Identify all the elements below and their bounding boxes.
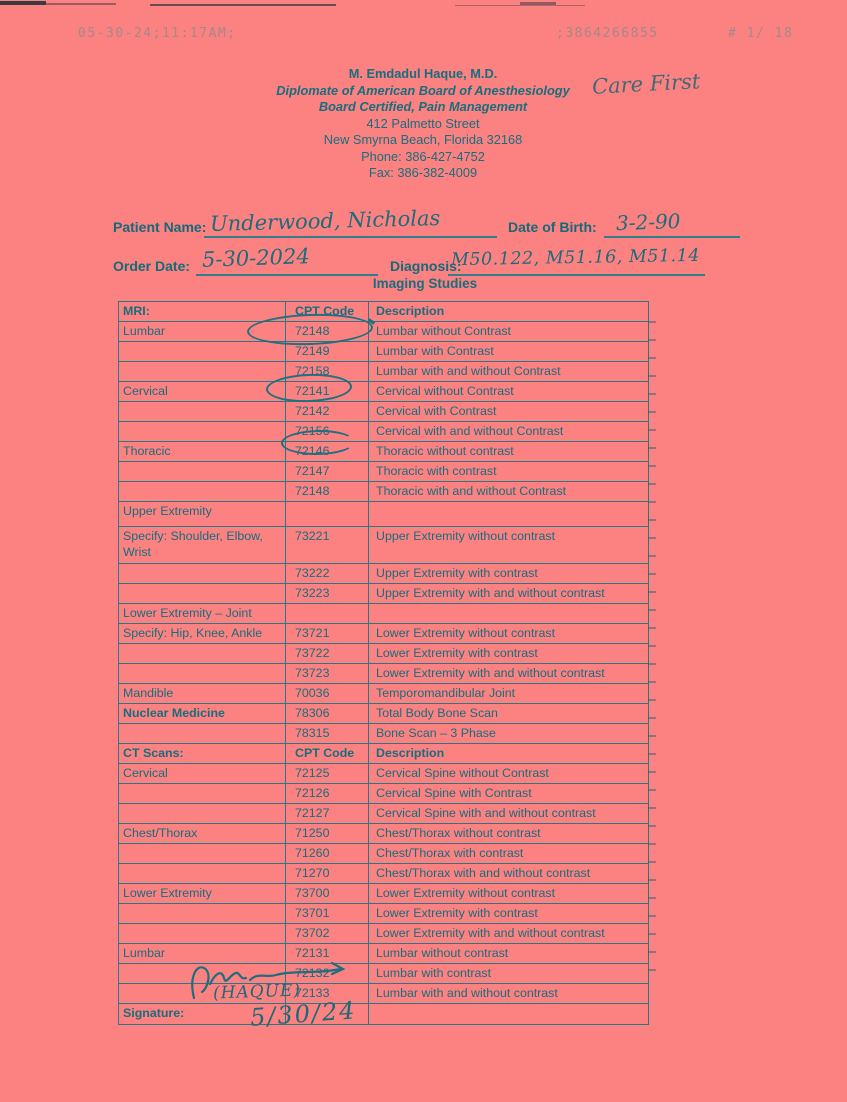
table-cell-c3: Chest/Thorax with contrast bbox=[369, 844, 649, 864]
table-cell-c3: Bone Scan – 3 Phase bbox=[369, 724, 649, 744]
table-cell-c2: 73701 bbox=[286, 904, 369, 924]
table-cell-c1: Lumbar bbox=[119, 322, 286, 342]
table-cell-c3: Lower Extremity with and without contrast bbox=[369, 664, 649, 684]
table-cell-c3: Temporomandibular Joint bbox=[369, 684, 649, 704]
table-cell-c2: 73721 bbox=[286, 624, 369, 644]
diagnosis-label: Diagnosis: bbox=[390, 258, 462, 274]
table-row bbox=[119, 362, 649, 382]
imaging-table bbox=[118, 301, 649, 1025]
dob-value: 3-2-90 bbox=[615, 208, 681, 236]
table-cell-c1: Lower Extremity bbox=[119, 884, 286, 904]
table-cell-c1: Signature: bbox=[119, 1004, 286, 1025]
table-cell-c1 bbox=[119, 844, 286, 864]
table-row bbox=[119, 382, 649, 402]
table-cell-c2 bbox=[286, 502, 369, 527]
table-cell-c2: 71260 bbox=[286, 844, 369, 864]
table-cell-c3: Upper Extremity without contrast bbox=[369, 527, 649, 564]
table-row bbox=[119, 482, 649, 502]
table-row bbox=[119, 764, 649, 784]
table-cell-c3: Upper Extremity with contrast bbox=[369, 564, 649, 584]
fax-station-id: ;3864266855 bbox=[556, 26, 659, 41]
table-row bbox=[119, 342, 649, 362]
table-cell-c3: Lower Extremity without contrast bbox=[369, 884, 649, 904]
order-date-value: 5-30-2024 bbox=[201, 244, 311, 272]
section-title: Imaging Studies bbox=[372, 276, 478, 291]
table-cell-c3: Cervical with Contrast bbox=[369, 402, 649, 422]
table-cell-c2: 72156 bbox=[286, 422, 369, 442]
table-cell-c3: Description bbox=[369, 302, 649, 322]
diagnosis-value: M50.122, M51.16, M51.14 bbox=[450, 245, 701, 271]
table-cell-c1 bbox=[119, 864, 286, 884]
clinic-name: M. Emdadul Haque, M.D. bbox=[348, 66, 498, 81]
table-row bbox=[119, 644, 649, 664]
table-cell-c3: Cervical without Contrast bbox=[369, 382, 649, 402]
table-cell-c3: Lumbar without contrast bbox=[369, 944, 649, 964]
scan-artifact bbox=[0, 1, 46, 5]
table-cell-c3 bbox=[369, 502, 649, 527]
scan-artifact bbox=[455, 5, 585, 6]
table-cell-c2: 70036 bbox=[286, 684, 369, 704]
table-cell-c1 bbox=[119, 564, 286, 584]
table-cell-c3: Lower Extremity with contrast bbox=[369, 644, 649, 664]
table-cell-c2: 72126 bbox=[286, 784, 369, 804]
table-row bbox=[119, 784, 649, 804]
table-row bbox=[119, 824, 649, 844]
table-cell-c1: Mandible bbox=[119, 684, 286, 704]
clinic-phone: Phone: 386-427-4752 bbox=[361, 148, 485, 164]
table-cell-c1: Chest/Thorax bbox=[119, 824, 286, 844]
table-cell-c2: 72131 bbox=[286, 944, 369, 964]
table-row bbox=[119, 527, 649, 564]
table-cell-c2: 72142 bbox=[286, 402, 369, 422]
patient-name-label: Patient Name: bbox=[113, 219, 207, 235]
table-row bbox=[119, 904, 649, 924]
signature-date: 5/30/24 bbox=[249, 996, 358, 1032]
table-row bbox=[119, 584, 649, 604]
table-cell-c1: Cervical bbox=[119, 764, 286, 784]
table-cell-c1: Thoracic bbox=[119, 442, 286, 462]
table-cell-c2: 73700 bbox=[286, 884, 369, 904]
scan-artifact bbox=[520, 2, 556, 5]
table-cell-c1 bbox=[119, 362, 286, 382]
table-cell-c3: Description bbox=[369, 744, 649, 764]
clinic-address-city: New Smyrna Beach, Florida 32168 bbox=[323, 132, 523, 147]
table-cell-c3: Lower Extremity without contrast bbox=[369, 624, 649, 644]
table-row bbox=[119, 462, 649, 482]
table-row bbox=[119, 744, 649, 764]
table-cell-c3: Chest/Thorax with and without contrast bbox=[369, 864, 649, 884]
table-cell-c1 bbox=[119, 422, 286, 442]
table-cell-c2: 72147 bbox=[286, 462, 369, 482]
table-cell-c2: 71270 bbox=[286, 864, 369, 884]
table-row bbox=[119, 624, 649, 644]
table-cell-c3: Cervical with and without Contrast bbox=[369, 422, 649, 442]
table-cell-c1 bbox=[119, 584, 286, 604]
table-row bbox=[119, 804, 649, 824]
table-cell-c2: 72149 bbox=[286, 342, 369, 362]
table-row bbox=[119, 884, 649, 904]
table-cell-c1 bbox=[119, 462, 286, 482]
table-cell-c1 bbox=[119, 904, 286, 924]
table-cell-c1: Lower Extremity – Joint bbox=[119, 604, 286, 624]
table-cell-c1 bbox=[119, 482, 286, 502]
table-cell-c1 bbox=[119, 784, 286, 804]
table-cell-c2: 72148 bbox=[286, 322, 369, 342]
table-row bbox=[119, 402, 649, 422]
table-cell-c2: 72148 bbox=[286, 482, 369, 502]
table-cell-c1: CT Scans: bbox=[119, 744, 286, 764]
table-row bbox=[119, 564, 649, 584]
table-row bbox=[119, 864, 649, 884]
table-row bbox=[119, 724, 649, 744]
table-cell-c2: 73223 bbox=[286, 584, 369, 604]
table-cell-c3 bbox=[369, 604, 649, 624]
table-row bbox=[119, 604, 649, 624]
table-cell-c1 bbox=[119, 664, 286, 684]
table-cell-c2: 72158 bbox=[286, 362, 369, 382]
table-cell-c3: Lumbar with Contrast bbox=[369, 342, 649, 362]
table-cell-c1: Cervical bbox=[119, 382, 286, 402]
table-cell-c1 bbox=[119, 724, 286, 744]
table-row bbox=[119, 322, 649, 342]
table-row bbox=[119, 502, 649, 527]
table-cell-c3: Total Body Bone Scan bbox=[369, 704, 649, 724]
table-cell-c2: 78315 bbox=[286, 724, 369, 744]
table-cell-c3: Cervical Spine with Contrast bbox=[369, 784, 649, 804]
table-cell-c2: 73722 bbox=[286, 644, 369, 664]
care-first-handwriting: Care First bbox=[591, 69, 701, 99]
table-cell-c3: Lower Extremity with and without contrast bbox=[369, 924, 649, 944]
fax-timestamp: 05-30-24;11:17AM; bbox=[78, 26, 237, 41]
table-cell-c1 bbox=[119, 804, 286, 824]
table-cell-c2: 72127 bbox=[286, 804, 369, 824]
table-cell-c3: Cervical Spine with and without contrast bbox=[369, 804, 649, 824]
table-cell-c1 bbox=[119, 924, 286, 944]
table-cell-c1: MRI: bbox=[119, 302, 286, 322]
table-cell-c1: Upper Extremity bbox=[119, 502, 286, 527]
table-cell-c3: Lumbar without Contrast bbox=[369, 322, 649, 342]
table-row bbox=[119, 422, 649, 442]
table-row bbox=[119, 1004, 649, 1025]
signature-name: (HAQUE) bbox=[212, 980, 302, 1004]
table-row bbox=[119, 704, 649, 724]
table-cell-c3: Cervical Spine without Contrast bbox=[369, 764, 649, 784]
clinic-credential-1: Diplomate of American Board of Anesthesiology bbox=[276, 82, 570, 98]
table-cell-c1 bbox=[119, 402, 286, 422]
table-row bbox=[119, 442, 649, 462]
table-row bbox=[119, 924, 649, 944]
table-row bbox=[119, 664, 649, 684]
fax-page-count: # 1/ 18 bbox=[728, 26, 794, 41]
table-row bbox=[119, 684, 649, 704]
table-cell-c2: 72133 bbox=[286, 984, 369, 1004]
table-cell-c2: 71250 bbox=[286, 824, 369, 844]
table-cell-c1 bbox=[119, 644, 286, 664]
table-cell-c3: Upper Extremity with and without contrast bbox=[369, 584, 649, 604]
table-cell-c2: 73723 bbox=[286, 664, 369, 684]
order-date-label: Order Date: bbox=[113, 258, 191, 274]
table-row bbox=[119, 844, 649, 864]
scan-artifact-stubs bbox=[648, 305, 656, 975]
imaging-table-body bbox=[119, 302, 649, 1025]
table-cell-c2: 72141 bbox=[286, 382, 369, 402]
table-cell-c3: Lower Extremity with contrast bbox=[369, 904, 649, 924]
table-cell-c3: Lumbar with and without Contrast bbox=[369, 362, 649, 382]
table-row bbox=[119, 302, 649, 322]
table-cell-c1 bbox=[119, 342, 286, 362]
table-cell-c2: 72132 bbox=[286, 964, 369, 984]
clinic-fax: Fax: 386-382-4009 bbox=[368, 165, 478, 180]
table-cell-c3: Lumbar with and without contrast bbox=[369, 984, 649, 1004]
table-cell-c2: 78306 bbox=[286, 704, 369, 724]
scan-artifact bbox=[46, 3, 116, 5]
table-cell-c2: 72146 bbox=[286, 442, 369, 462]
dob-label: Date of Birth: bbox=[508, 219, 597, 235]
clinic-credential-2: Board Certified, Pain Management bbox=[318, 99, 528, 114]
table-cell-c3: Thoracic with and without Contrast bbox=[369, 482, 649, 502]
table-cell-c3 bbox=[369, 1004, 649, 1025]
table-cell-c1: Nuclear Medicine bbox=[119, 704, 286, 724]
scan-artifact bbox=[150, 4, 336, 6]
table-cell-c2: 72125 bbox=[286, 764, 369, 784]
table-cell-c1: Lumbar bbox=[119, 944, 286, 964]
table-cell-c1: Specify: Hip, Knee, Ankle bbox=[119, 624, 286, 644]
table-cell-c1: Specify: Shoulder, Elbow, Wrist bbox=[119, 527, 286, 564]
table-cell-c2: 73221 bbox=[286, 527, 369, 564]
table-cell-c3: Chest/Thorax without contrast bbox=[369, 824, 649, 844]
table-cell-c2: CPT Code bbox=[286, 744, 369, 764]
table-cell-c2: 73702 bbox=[286, 924, 369, 944]
table-cell-c2: 73222 bbox=[286, 564, 369, 584]
table-cell-c3: Thoracic with contrast bbox=[369, 462, 649, 482]
clinic-address-street: 412 Palmetto Street bbox=[366, 115, 480, 131]
table-cell-c2 bbox=[286, 604, 369, 624]
table-cell-c3: Lumbar with contrast bbox=[369, 964, 649, 984]
table-cell-c2: CPT Code bbox=[286, 302, 369, 322]
table-cell-c3: Thoracic without contrast bbox=[369, 442, 649, 462]
patient-name-value: Underwood, Nicholas bbox=[209, 205, 441, 237]
